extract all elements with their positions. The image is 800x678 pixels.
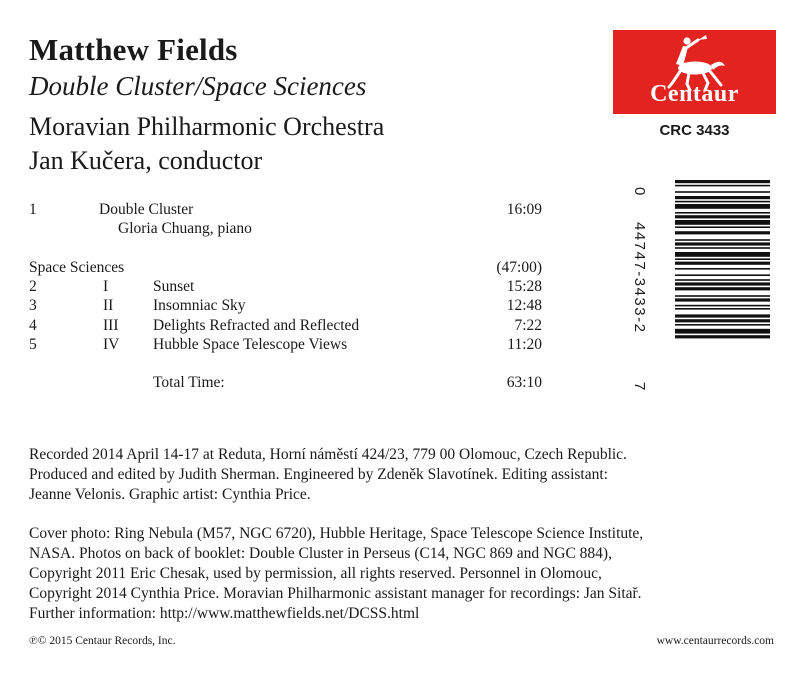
suite-title: Space Sciences [29, 259, 125, 276]
barcode-bar [675, 329, 770, 334]
movement-numeral: I [103, 278, 109, 295]
barcode-bar [675, 258, 770, 260]
credit-line: Further information: http://www.matthewfields.net/DCSS.html [29, 605, 420, 622]
track-time: 12:48 [506, 297, 542, 314]
photo-credits [29, 524, 774, 624]
credit-line: NASA. Photos on back of booklet: Double Cluster in Perseus (C14, NGC 869 and NGC 884), [29, 545, 612, 562]
barcode-bar [675, 212, 770, 214]
catalog-number: CRC 3433 [659, 122, 730, 139]
logo-label: Centaur [650, 81, 739, 107]
barcode [630, 170, 775, 395]
track-time: 11:20 [507, 336, 542, 353]
movement-numeral: IV [103, 336, 120, 353]
suite-time: (47:00) [496, 259, 542, 276]
barcode-bar [675, 305, 770, 307]
centaur-logo [613, 30, 776, 114]
credit-line: Copyright 2014 Cynthia Price. Moravian Philharmonic assistant manager for recordings: Jan Sitař. [29, 585, 642, 602]
barcode-bar [675, 204, 770, 209]
track-performer: Gloria Chuang, piano [118, 220, 252, 237]
credit-line: Produced and edited by Judith Sherman. Engineered by Zdeněk Slavotínek. Editing assistant: [29, 466, 608, 483]
barcode-bar [675, 191, 770, 193]
barcode-bar [675, 314, 770, 317]
credit-line: Recorded 2014 April 14-17 at Reduta, Horní náměstí 424/23, 779 00 Olomouc, Czech Republic. [29, 446, 627, 463]
conductor-name: Jan Kučera, conductor [29, 146, 263, 175]
orchestra-name: Moravian Philharmonic Orchestra [29, 112, 385, 141]
barcode-bar [675, 226, 770, 228]
track-time: 7:22 [514, 317, 542, 334]
barcode-bar [675, 180, 770, 183]
track-title: Sunset [153, 278, 195, 295]
barcode-bar [675, 239, 770, 241]
barcode-bar [675, 319, 770, 322]
barcode-digits: 44747-3433-2 [631, 222, 648, 334]
barcode-bar [675, 308, 770, 310]
barcode-bar [675, 215, 770, 218]
barcode-bar [675, 324, 770, 326]
barcode-bar [675, 185, 770, 187]
barcode-bar [675, 268, 770, 270]
barcode-bar [675, 252, 770, 257]
movement-numeral: III [103, 317, 119, 334]
barcode-digit-prefix: 0 [631, 187, 648, 196]
credit-line: Copyright 2011 Eric Chesak, used by permission, all rights reserved. Personnel in Olomouc, [29, 565, 602, 582]
barcode-bar [675, 287, 770, 290]
track-title: Delights Refracted and Reflected [153, 317, 360, 334]
barcode-bar [675, 335, 770, 338]
total-time: 63:10 [506, 374, 542, 391]
barcode-bar [675, 196, 770, 199]
barcode-bar [675, 279, 770, 281]
track-title: Insomniac Sky [153, 297, 246, 314]
website: www.centaurrecords.com [656, 635, 774, 647]
barcode-digit-suffix: 7 [631, 382, 648, 391]
track-time: 15:28 [506, 278, 542, 295]
credit-line: Jeanne Velonis. Graphic artist: Cynthia Price. [29, 486, 311, 503]
barcode-bar [675, 201, 770, 203]
track-title: Hubble Space Telescope Views [153, 336, 348, 353]
track-time: 16:09 [506, 201, 542, 218]
track-number: 1 [29, 201, 37, 218]
total-time-label: Total Time: [153, 374, 225, 391]
album-title: Double Cluster/Space Sciences [29, 71, 367, 101]
track-number: 2 [29, 278, 37, 295]
barcode-bar [675, 242, 770, 245]
copyright: ℗© 2015 Centaur Records, Inc. [29, 635, 176, 647]
track-number: 3 [29, 297, 37, 314]
barcode-graphic [630, 170, 775, 395]
credit-line: Cover photo: Ring Nebula (M57, NGC 6720), Hubble Heritage, Space Telescope Science Institute, [29, 525, 644, 542]
barcode-bar [675, 220, 770, 225]
barcode-bar [675, 231, 770, 234]
barcode-bar [675, 295, 770, 297]
artist-name: Matthew Fields [29, 32, 238, 67]
movement-numeral: II [103, 297, 114, 314]
track-number: 5 [29, 336, 37, 353]
barcode-bar [675, 247, 770, 249]
recording-credits [29, 445, 774, 505]
barcode-bar [675, 282, 770, 285]
track-title: Double Cluster [99, 201, 194, 218]
barcode-bar [675, 298, 770, 301]
barcode-bar [675, 262, 770, 265]
track-number: 4 [29, 317, 37, 334]
barcode-bar [675, 274, 770, 276]
